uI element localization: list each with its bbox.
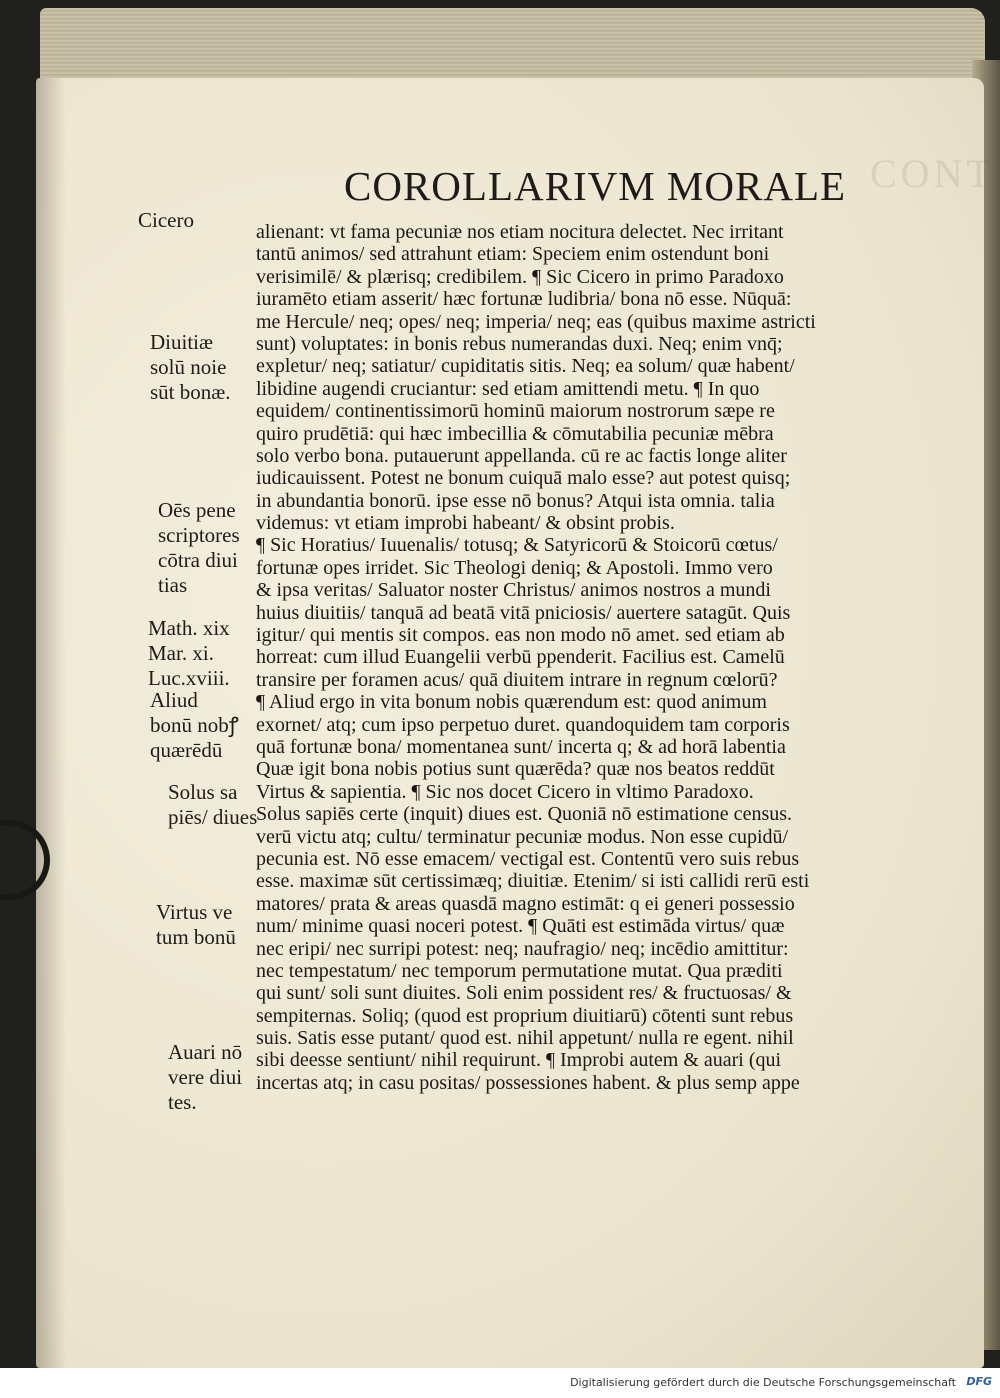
text-line: nec eripi/ nec surripi potest: neq; naufragio/ neq; incēdio amittitur: [256, 937, 789, 960]
text-line: esse. maximæ sūt certissimæq; diuitiæ. Etenim/ si isti callidi rerū esti [256, 870, 810, 893]
text-line: Quæ igit bona nobis potius sunt quærēda? quæ nos beatos reddūt [256, 758, 775, 781]
funding-credit: Digitalisierung gefördert durch die Deutsche Forschungsgemeinschaft [570, 1376, 956, 1389]
text-line: sempiternas. Soliq; (quod est proprium diuitiarū) cōtenti sunt rebus [256, 1004, 794, 1027]
margin-note: Oēs pene scriptores cōtra diui tias [158, 498, 240, 597]
text-line: Virtus & sapientia. ¶ Sic nos docet Cicero in vltimo Paradoxo. [256, 780, 754, 803]
text-line: verū victu atq; cultu/ terminatur pecuniæ modus. Non esse cupidū/ [256, 825, 789, 848]
text-line: sunt) voluptates: in bonis rebus numerandas duxi. Neq; enim vnq̄; [256, 332, 783, 355]
text-line: me Hercule/ neq; opes/ neq; imperia/ neq; eas (quibus maxime astricti [256, 310, 816, 333]
text-line: alienant: vt fama pecuniæ nos etiam nocitura delectet. Nec irritant [256, 221, 784, 243]
text-line: expletur/ neq; satiatur/ cupiditatis sitis. Neq; ea solum/ quæ habent/ [256, 355, 795, 378]
text-line: libidine augendi cruciantur: sed etiam amittendi metu. ¶ In quo [256, 377, 760, 400]
text-line: fortunæ opes irridet. Sic Theologi deniq; & Apostoli. Immo vero [256, 556, 773, 579]
text-line: equidem/ continentissimorū hominū maiorum nostrorum sæpe re [256, 400, 775, 423]
text-line: horreat: cum illud Euangelii verbū ppenderit. Facilius est. Camelū [256, 646, 785, 669]
text-line: verisimilē/ & plærisq; credibilem. ¶ Sic Cicero in primo Paradoxo [256, 265, 784, 288]
text-line: ¶ Aliud ergo in vita bonum nobis quærendum est: quod animum [256, 691, 767, 714]
text-line: exornet/ atq; cum ipso perpetuo duret. quandoquidem tam corporis [256, 713, 790, 736]
show-through: CONT [870, 151, 995, 196]
text-line: transire per foramen acus/ quā diuitem intrare in regnum cœlorū? [256, 668, 778, 691]
text-line: solo verbo bona. putauerunt appellanda. cū re ac factis longe aliter [256, 444, 787, 467]
text-line: qui sunt/ soli sunt diuites. Soli enim possident res/ & fructuosas/ & [256, 982, 792, 1005]
text-line: incertas atq; in casu positas/ possessiones habent. & plus semp appe [256, 1071, 800, 1094]
text-line: iudicauissent. Potest ne bonum cuiquā malo esse? aut potest quisq; [256, 467, 791, 490]
text-line: in abundantia bonorū. ipse esse nō bonus? Atqui ista omnia. talia [256, 489, 775, 512]
text-line: quā fortunæ bona/ momentanea sunt/ incerta q; & ad horā labentia [256, 735, 786, 758]
text-line: huius diuitiis/ tanquā ad beatā vitā pniciosis/ auertere satagūt. Quis [256, 601, 791, 624]
margin-note: Aliud bonū nobꝭ quærēdū [150, 688, 239, 762]
text-line: num/ minime quasi noceri potest. ¶ Quāti est estimāda virtus/ quæ [256, 915, 785, 938]
text-line: quiro prudētiā: qui hæc imbecillia & cōmutabilia pecuniæ mēbra [256, 422, 774, 445]
margin-note: Math. xix Mar. xi. Luc.xviii. [148, 616, 230, 690]
gutter-shadow [36, 78, 66, 1368]
marginal-notes [138, 200, 258, 1200]
margin-note: Cicero [138, 208, 194, 232]
margin-note: Virtus ve tum bonū [156, 900, 236, 949]
text-line: iuramēto etiam asserit/ hæc fortunæ ludibria/ bona nō esse. Nūquā: [256, 288, 792, 311]
text-line: igitur/ qui mentis sit compos. eas non modo nō amet. sed etiam ab [256, 624, 785, 647]
text-line: sibi deesse sentiunt/ nihil requirunt. ¶ Improbi autem & auari (qui [256, 1049, 782, 1072]
text-line: suis. Satis esse putant/ quod est. nihil appetunt/ nulla re egent. nihil [256, 1027, 794, 1050]
text-line: & ipsa veritas/ Saluator noster Christus/ animos nostros a mundi [256, 579, 771, 602]
page-edges [40, 8, 985, 86]
margin-note: Diuitiæ solū noie sūt bonæ. [150, 330, 231, 404]
text-line: videmus: vt etiam improbi habeant/ & obsint probis. [256, 512, 675, 535]
text-line: Solus sapiēs certe (inquit) diues est. Quoniā nō estimatione census. [256, 803, 793, 826]
page-title: COROLLARIVM MORALE [344, 163, 847, 209]
margin-note: Solus sa piēs/ diues [168, 780, 258, 829]
text-line: tantū animos/ sed attrahunt etiam: Speciem enim ostendunt boni [256, 243, 770, 266]
dfg-logo: DFG [966, 1375, 992, 1388]
text-line: pecunia est. Nō esse emacem/ vectigal est. Contentū vero suis rebus [256, 847, 800, 870]
margin-note: Auari nō vere diui tes. [168, 1040, 243, 1114]
body-text [256, 221, 881, 1094]
text-line: ¶ Sic Horatius/ Iuuenalis/ totusq; & Satyricorū & Stoicorū cœtus/ [256, 534, 778, 557]
text-line: matores/ prata & areas quasdā magno estimāt: q ei generi possessio [256, 892, 795, 915]
text-line: nec tempestatum/ nec temporum permutatione mutat. Qua præditi [256, 959, 783, 982]
